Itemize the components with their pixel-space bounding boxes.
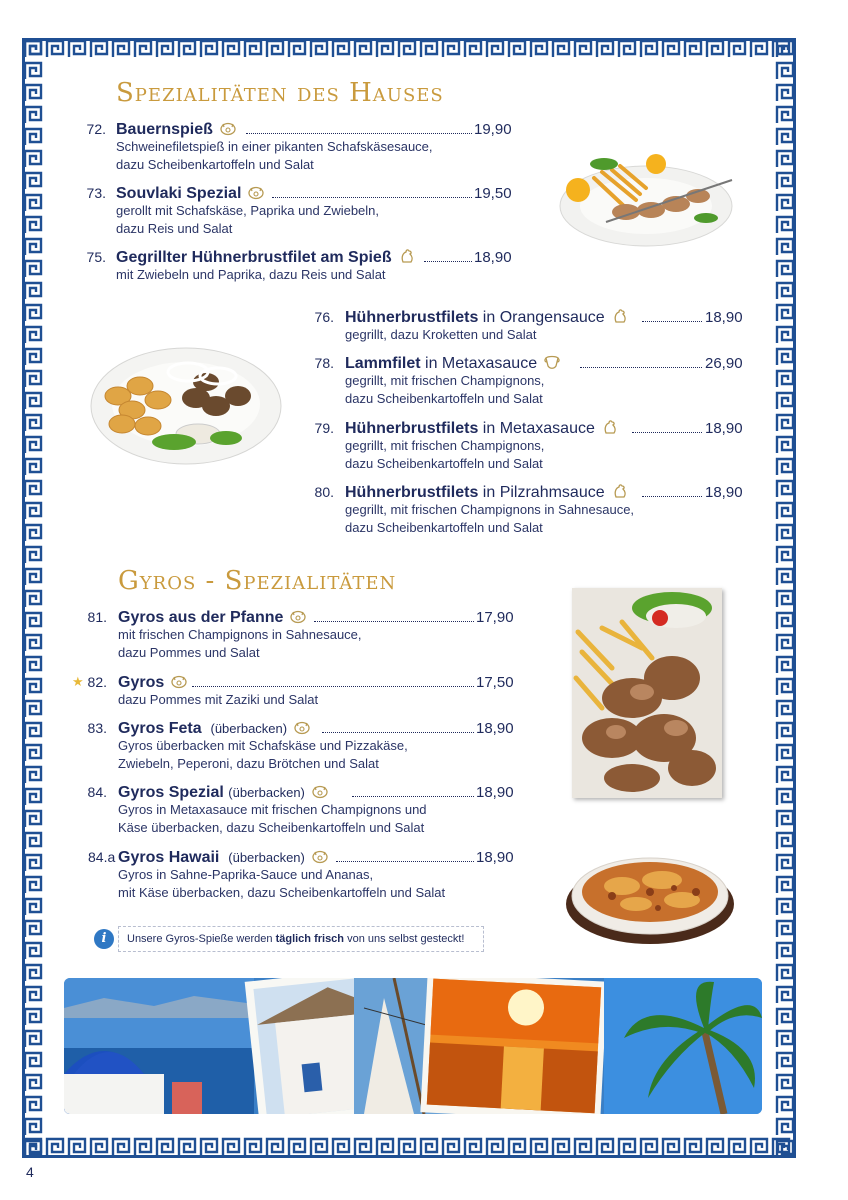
- item-price: 26,90: [705, 355, 743, 372]
- pig-icon: [293, 719, 311, 735]
- info-note: Unsere Gyros-Spieße werden täglich frisch von uns selbst gesteckt!: [118, 926, 484, 952]
- item-number: 73.: [86, 185, 106, 201]
- item-description: Gyros in Metaxasauce mit frischen Champignons und Käse überbacken, dazu Scheibenkartoffeln und Salat: [118, 802, 427, 835]
- item-description: Gyros in Sahne-Paprika-Sauce und Ananas, mit Käse überbacken, dazu Scheibenkartoffeln und Salat: [118, 867, 446, 900]
- item-number: 81.: [87, 609, 107, 625]
- gyros-plate-photo: [572, 588, 722, 798]
- item-name: Gyros aus der Pfanne: [118, 608, 307, 627]
- item-number: 84.a: [88, 849, 116, 865]
- item-description: gerollt mit Schafskäse, Paprika und Zwiebeln, dazu Reis und Salat: [116, 203, 380, 236]
- item-name: Hühnerbrustfilets in Pilzrahmsauce: [345, 483, 629, 502]
- item-number: 84.: [87, 784, 107, 800]
- item-number: 80.: [314, 484, 334, 500]
- item-number: 83.: [87, 720, 107, 736]
- price-leader: [314, 621, 474, 622]
- item-price: 18,90: [474, 249, 512, 266]
- pig-icon: [170, 673, 188, 689]
- page-number: 4: [26, 1164, 34, 1180]
- item-description: gegrillt, dazu Kroketten und Salat: [345, 327, 537, 342]
- item-number: 72.: [86, 121, 106, 137]
- item-name: Souvlaki Spezial: [116, 184, 265, 203]
- item-name: Gyros Feta (überbacken): [118, 719, 311, 738]
- item-description: gegrillt, mit frischen Champignons, dazu Scheibenkartoffeln und Salat: [345, 438, 545, 471]
- item-description: gegrillt, mit frischen Champignons in Sahnesauce, dazu Scheibenkartoffeln und Salat: [345, 502, 635, 535]
- chicken-icon: [601, 419, 619, 435]
- price-leader: [192, 686, 474, 687]
- price-leader: [580, 367, 702, 368]
- greek-key-border-right: [774, 38, 796, 1158]
- potatoes-plate-photo: [88, 342, 284, 466]
- item-name: Lammfilet in Metaxasauce: [345, 354, 561, 373]
- item-name: Gegrillter Hühnerbrustfilet am Spieß: [116, 248, 416, 267]
- item-price: 18,90: [476, 784, 514, 801]
- item-name: Gyros: [118, 673, 188, 692]
- greek-key-border-left: [22, 38, 44, 1158]
- price-leader: [322, 732, 474, 733]
- info-icon: i: [94, 929, 114, 949]
- item-name: Gyros Hawaii (überbacken): [118, 848, 329, 867]
- item-name: Bauernspieß: [116, 120, 237, 139]
- price-leader: [642, 496, 702, 497]
- greek-scenery-banner: [64, 978, 762, 1114]
- souvlaki-plate-photo: [556, 148, 734, 250]
- price-leader: [642, 321, 702, 322]
- pig-icon: [219, 120, 237, 136]
- item-price: 19,50: [474, 185, 512, 202]
- item-price: 17,90: [476, 609, 514, 626]
- chicken-icon: [398, 248, 416, 264]
- section-title-house: Spezialitäten des Hauses: [116, 78, 444, 108]
- item-name: Hühnerbrustfilets in Metaxasauce: [345, 419, 619, 438]
- item-price: 18,90: [705, 484, 743, 501]
- item-name: Hühnerbrustfilets in Orangensauce: [345, 308, 629, 327]
- price-leader: [336, 861, 474, 862]
- greek-key-border-top: [22, 38, 796, 60]
- pig-icon: [247, 184, 265, 200]
- item-price: 18,90: [476, 849, 514, 866]
- greek-key-border-bottom: [22, 1136, 796, 1158]
- item-description: dazu Pommes mit Zaziki und Salat: [118, 692, 319, 707]
- chicken-icon: [611, 483, 629, 499]
- item-description: mit Zwiebeln und Paprika, dazu Reis und Salat: [116, 267, 386, 282]
- price-leader: [272, 197, 472, 198]
- chicken-icon: [611, 308, 629, 324]
- item-description: gegrillt, mit frischen Champignons, dazu Scheibenkartoffeln und Salat: [345, 373, 545, 406]
- price-leader: [424, 261, 472, 262]
- item-number: 76.: [314, 309, 334, 325]
- pig-icon: [311, 783, 329, 799]
- item-price: 17,50: [476, 674, 514, 691]
- item-name: Gyros Spezial (überbacken): [118, 783, 329, 802]
- item-price: 18,90: [705, 309, 743, 326]
- item-number: 75.: [86, 249, 106, 265]
- price-leader: [246, 133, 472, 134]
- item-number: 82.: [87, 674, 107, 690]
- item-description: mit frischen Champignons in Sahnesauce, dazu Pommes und Salat: [118, 627, 362, 660]
- item-description: Gyros überbacken mit Schafskäse und Pizzakäse, Zwiebeln, Peperoni, dazu Brötchen und Salat: [118, 738, 408, 771]
- pig-icon: [289, 608, 307, 624]
- item-number: 78.: [314, 355, 334, 371]
- pig-icon: [311, 848, 329, 864]
- star-icon: ★: [72, 675, 84, 690]
- baked-gyros-dish-photo: [562, 844, 734, 950]
- price-leader: [632, 432, 702, 433]
- item-price: 18,90: [476, 720, 514, 737]
- item-price: 19,90: [474, 121, 512, 138]
- price-leader: [352, 796, 474, 797]
- item-description: Schweinefiletspieß in einer pikanten Schafskäsesauce, dazu Scheibenkartoffeln und Salat: [116, 139, 433, 172]
- item-number: 79.: [314, 420, 334, 436]
- item-price: 18,90: [705, 420, 743, 437]
- lamb-icon: [543, 354, 561, 370]
- section-title-gyros: Gyros - Spezialitäten: [118, 566, 397, 596]
